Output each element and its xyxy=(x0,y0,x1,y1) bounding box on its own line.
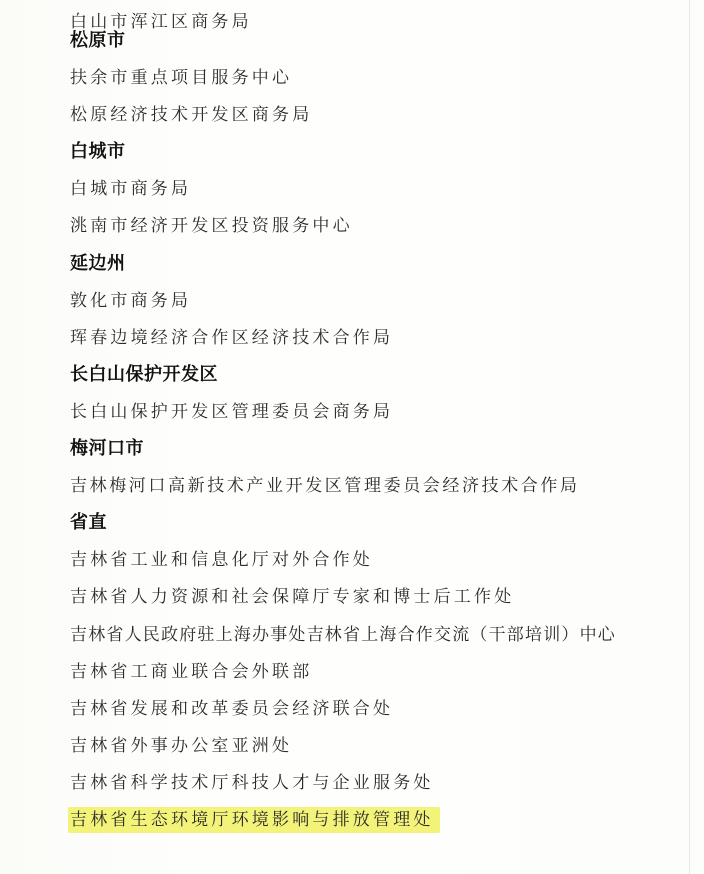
section-heading xyxy=(70,245,690,282)
list-item-label: 珲春边境经济合作区经济技术合作局 xyxy=(70,327,394,348)
section-heading-label: 省直 xyxy=(70,512,107,534)
list-item xyxy=(70,96,690,133)
list-item xyxy=(70,319,690,356)
section-heading-label: 梅河口市 xyxy=(70,438,144,460)
list-item-label: 吉林省外事办公室亚洲处 xyxy=(70,735,293,756)
list-item-label: 吉林省发展和改革委员会经济联合处 xyxy=(70,698,394,719)
list-item-label: 吉林省工商业联合会外联部 xyxy=(70,661,313,682)
unit-list xyxy=(70,0,690,838)
list-item xyxy=(70,59,690,96)
list-item xyxy=(70,727,690,764)
list-item-label: 白山市浑江区商务局 xyxy=(70,12,252,32)
list-item-label: 吉林省人民政府驻上海办事处吉林省上海合作交流（干部培训）中心 xyxy=(70,624,616,645)
list-item-label: 吉林省科学技术厅科技人才与企业服务处 xyxy=(70,772,434,793)
list-item-label: 白城市商务局 xyxy=(70,179,192,200)
list-item xyxy=(70,467,690,504)
list-item xyxy=(70,393,690,430)
highlighted-item-label: 吉林省生态环境厅环境影响与排放管理处 xyxy=(68,807,440,833)
section-heading-label: 松原市 xyxy=(70,30,126,51)
section-heading xyxy=(70,356,690,393)
section-heading-label: 延边州 xyxy=(70,252,126,274)
list-item xyxy=(70,0,690,32)
list-item-label: 扶余市重点项目服务中心 xyxy=(70,68,293,89)
list-item-label: 吉林省工业和信息化厅对外合作处 xyxy=(70,550,373,571)
list-item xyxy=(70,541,690,578)
list-item xyxy=(70,690,690,727)
list-item-label: 敦化市商务局 xyxy=(70,290,192,311)
list-item xyxy=(70,616,690,653)
list-item xyxy=(70,282,690,319)
list-item xyxy=(70,207,690,244)
list-item xyxy=(70,170,690,207)
section-heading xyxy=(70,430,690,467)
list-item-label: 松原经济技术开发区商务局 xyxy=(70,105,313,126)
list-item-label: 吉林梅河口高新技术产业开发区管理委员会经济技术合作局 xyxy=(70,476,580,497)
list-item xyxy=(70,764,690,801)
section-heading xyxy=(70,133,690,170)
list-item xyxy=(70,578,690,615)
section-heading-label: 长白山保护开发区 xyxy=(70,363,218,385)
section-heading xyxy=(70,504,690,541)
list-item-label: 长白山保护开发区管理委员会商务局 xyxy=(70,401,394,422)
list-item-label: 洮南市经济开发区投资服务中心 xyxy=(70,216,353,237)
list-item-label: 吉林省人力资源和社会保障厅专家和博士后工作处 xyxy=(70,587,515,608)
list-item xyxy=(70,653,690,690)
section-heading-label: 白城市 xyxy=(70,141,126,163)
list-item-highlighted xyxy=(70,801,690,838)
section-heading xyxy=(70,22,690,59)
